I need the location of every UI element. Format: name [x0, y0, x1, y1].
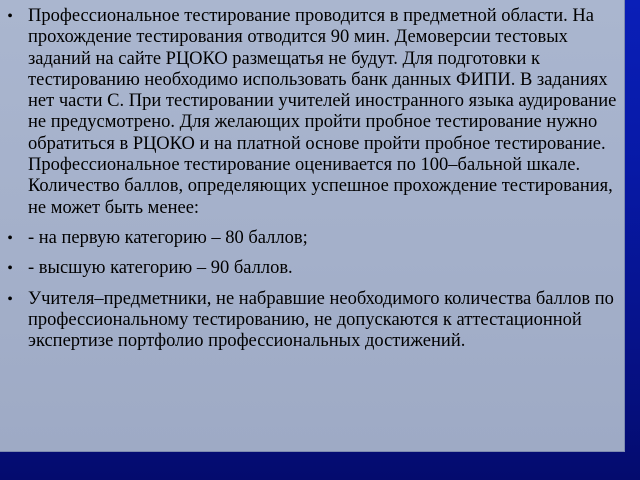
bullet-icon: • [7, 229, 13, 247]
bullet-icon: • [7, 8, 13, 25]
bullet-icon: • [7, 290, 13, 308]
bullet-text: Учителя–предметники, не набравшие необходимого количества баллов по профессиональному тестированию, не допускаются к аттестационной экспертизе портфолио профессиональных достижений. [28, 288, 614, 352]
bullet-text: - на первую категорию – 80 баллов; [28, 227, 308, 248]
bullet-text: Профессиональное тестирование проводится в предметной области. На прохождение тестирования отводится 90 мин. Демоверсии тестовых заданий на сайте РЦОКО размещатья не будут. Для подготовки к тестированию необходимо использовать банк данных ФИПИ. В заданиях нет части С. При тестировании учителей иностранного языка аудирование не предусмотрено. Для желающих пройти пробное тестирование нужно обратиться в РЦОКО и на платной основе пройти пробное тестирование. Профессиональное тестирование оценивается по 100–бальной шкале. Количество баллов, определяющих успешное прохождение тестирования, не может быть менее: [28, 6, 617, 218]
bullet-item-testing-rules [5, 6, 617, 219]
bullet-item-highest-category [5, 258, 617, 279]
bullet-item-first-category [5, 228, 617, 249]
bullet-list [5, 6, 617, 352]
bullet-text: - высшую категорию – 90 баллов. [28, 258, 293, 279]
bullet-item-not-admitted [5, 289, 617, 353]
bullet-icon: • [7, 260, 13, 278]
